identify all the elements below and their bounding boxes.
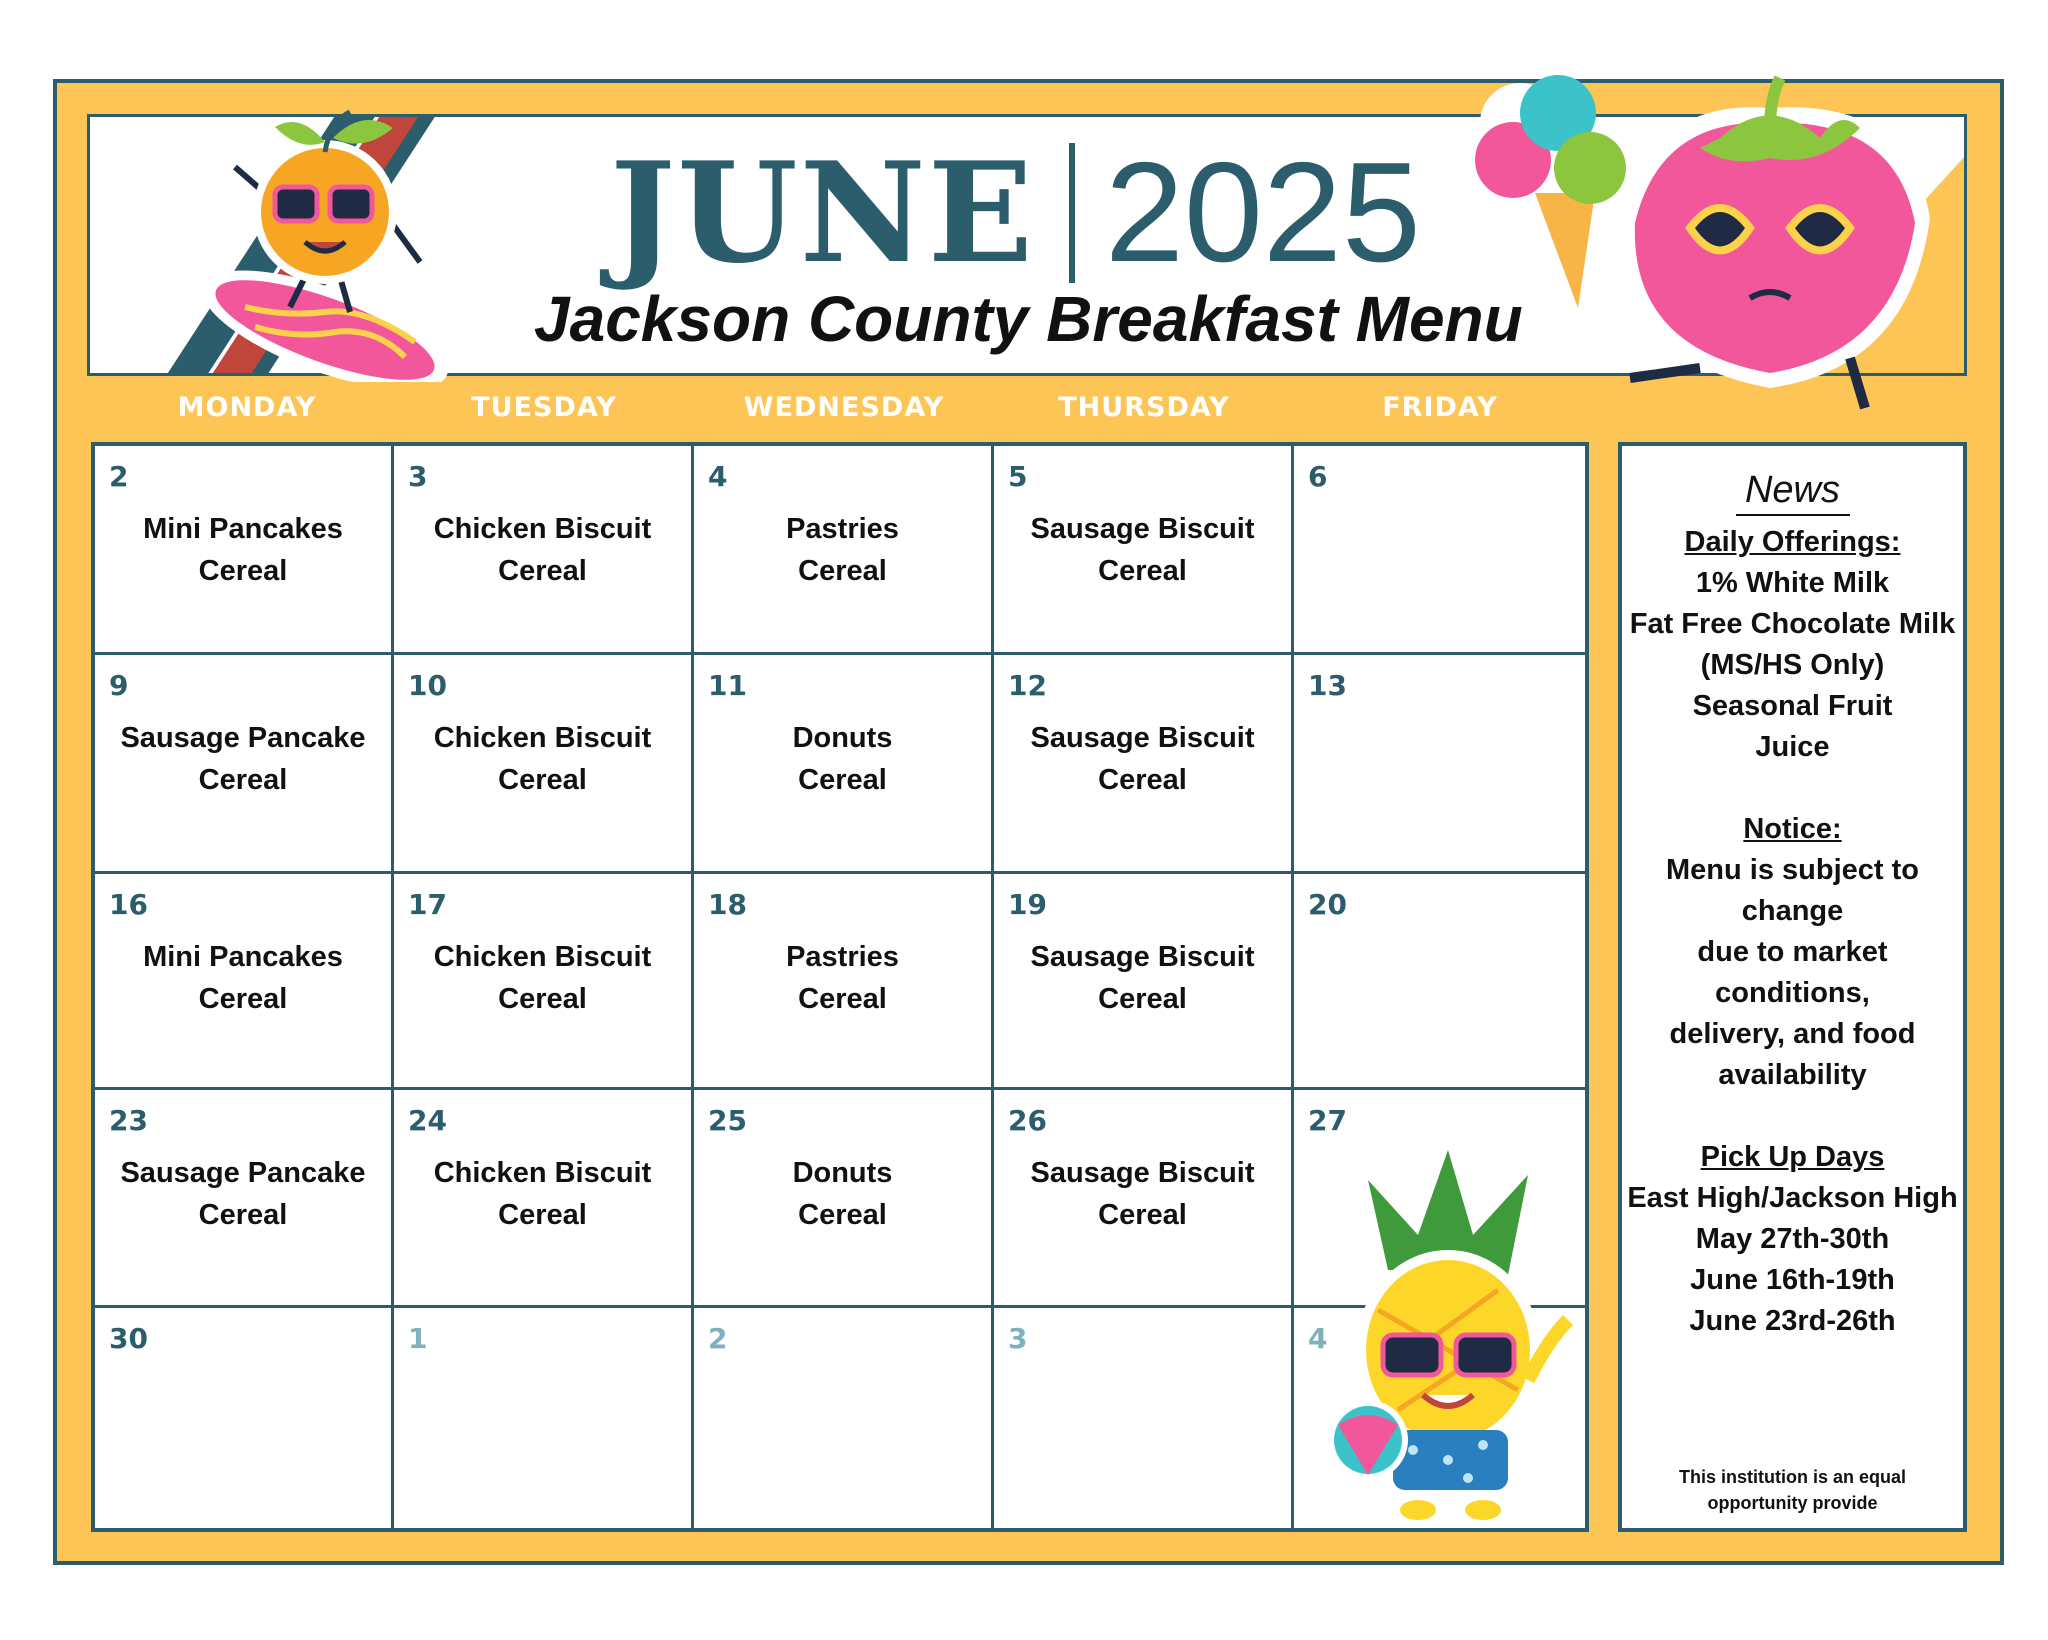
menu-items: [95, 717, 391, 801]
page-subtitle: Jackson County Breakfast Menu: [534, 283, 1523, 355]
calendar-day-cell: [95, 1308, 394, 1528]
day-number: 27: [1308, 1104, 1347, 1137]
daily-offering-item: 1% White Milk: [1695, 567, 1890, 599]
footer-line: opportunity provide: [1707, 1493, 1878, 1513]
notice-line: delivery, and food: [1669, 1018, 1916, 1050]
menu-items: [394, 717, 691, 801]
day-number: 12: [1008, 669, 1047, 702]
menu-items: [95, 1152, 391, 1236]
day-number: 26: [1008, 1104, 1047, 1137]
menu-item: Cereal: [1098, 764, 1187, 796]
calendar-day-cell: [694, 1308, 994, 1528]
day-number: 1: [408, 1322, 428, 1355]
day-number: 5: [1008, 460, 1028, 493]
daily-offerings-heading: Daily Offerings:: [1684, 526, 1901, 558]
weekday-label-monday: MONDAY: [177, 392, 317, 423]
menu-item: Chicken Biscuit: [433, 722, 652, 754]
menu-items: [994, 936, 1291, 1020]
title-month: JUNE: [610, 131, 1035, 294]
pickup-line: June 23rd-26th: [1689, 1305, 1896, 1337]
calendar-day-cell: [394, 874, 694, 1090]
day-number: 6: [1308, 460, 1328, 493]
menu-item: Mini Pancakes: [143, 513, 343, 545]
menu-items: [694, 717, 991, 801]
day-number: 18: [708, 888, 747, 921]
day-number: 20: [1308, 888, 1347, 921]
calendar-day-cell: [694, 655, 994, 874]
menu-item: Sausage Pancake: [120, 722, 366, 754]
calendar-day-cell: [694, 1090, 994, 1308]
weekday-label-tuesday: TUESDAY: [471, 392, 617, 423]
calendar-day-cell: [994, 655, 1294, 874]
menu-item: Pastries: [786, 513, 899, 545]
day-number: 23: [109, 1104, 148, 1137]
day-number: 24: [408, 1104, 447, 1137]
news-title-rule: [1736, 514, 1850, 516]
menu-items: [95, 936, 391, 1020]
menu-items: [694, 1152, 991, 1236]
day-number: 4: [708, 460, 728, 493]
menu-items: [95, 508, 391, 592]
menu-item: Sausage Biscuit: [1030, 513, 1255, 545]
menu-item: Cereal: [1098, 1199, 1187, 1231]
menu-item: Cereal: [498, 764, 587, 796]
notice-line: due to market conditions,: [1697, 936, 1888, 1009]
calendar-day-cell: [994, 446, 1294, 655]
day-number: 13: [1308, 669, 1347, 702]
menu-items: [394, 1152, 691, 1236]
menu-item: Sausage Biscuit: [1030, 941, 1255, 973]
menu-item: Mini Pancakes: [143, 941, 343, 973]
menu-item: Cereal: [798, 983, 887, 1015]
calendar-day-cell: [1294, 655, 1585, 874]
calendar-day-cell: [1294, 874, 1585, 1090]
day-number: 4: [1308, 1322, 1328, 1355]
menu-item: Cereal: [1098, 983, 1187, 1015]
weekday-label-wednesday: WEDNESDAY: [743, 392, 945, 423]
menu-item: Cereal: [198, 555, 288, 587]
ice-cream-cone-icon: [1475, 75, 1626, 318]
notice-line: availability: [1718, 1059, 1867, 1091]
menu-items: [394, 936, 691, 1020]
menu-item: Donuts: [792, 722, 893, 754]
menu-item: Cereal: [198, 1199, 288, 1231]
calendar-day-cell: [95, 446, 394, 655]
menu-item: Cereal: [798, 555, 887, 587]
equal-opportunity-statement: [1622, 1464, 1963, 1516]
menu-item: Pastries: [786, 941, 899, 973]
day-number: 9: [109, 669, 129, 702]
weekday-label-friday: FRIDAY: [1382, 392, 1498, 423]
calendar-day-cell: [994, 874, 1294, 1090]
daily-offering-item: Fat Free Chocolate Milk: [1629, 608, 1956, 640]
menu-item: Donuts: [792, 1157, 893, 1189]
menu-item: Cereal: [1098, 555, 1187, 587]
news-title: News: [1744, 469, 1841, 511]
menu-item: Cereal: [198, 764, 288, 796]
menu-items: [994, 1152, 1291, 1236]
day-number: 16: [109, 888, 148, 921]
day-number: 2: [109, 460, 129, 493]
strawberry-sunglasses-icon: [1430, 68, 2030, 428]
menu-item: Cereal: [798, 1199, 887, 1231]
day-number: 17: [408, 888, 447, 921]
day-number: 3: [408, 460, 428, 493]
calendar-day-cell: [394, 446, 694, 655]
orange-surfer-icon: [175, 82, 465, 382]
menu-item: Chicken Biscuit: [433, 941, 652, 973]
calendar-day-cell: [694, 874, 994, 1090]
calendar-day-cell: [394, 1090, 694, 1308]
pickup-days-heading: Pick Up Days: [1700, 1141, 1885, 1173]
footer-line: This institution is an equal: [1678, 1467, 1906, 1487]
day-number: 19: [1008, 888, 1047, 921]
calendar-day-cell: [694, 446, 994, 655]
calendar-day-cell: [994, 1090, 1294, 1308]
notice-line: Menu is subject to change: [1666, 854, 1919, 927]
day-number: 3: [1008, 1322, 1028, 1355]
menu-item: Cereal: [498, 1199, 587, 1231]
day-number: 25: [708, 1104, 747, 1137]
menu-item: Sausage Pancake: [120, 1157, 366, 1189]
day-number: 10: [408, 669, 447, 702]
menu-item: Chicken Biscuit: [433, 1157, 652, 1189]
day-number: 2: [708, 1322, 728, 1355]
menu-item: Cereal: [498, 555, 587, 587]
weekday-label-thursday: THURSDAY: [1058, 392, 1230, 423]
day-number: 11: [708, 669, 747, 702]
pickup-line: June 16th-19th: [1690, 1264, 1895, 1296]
menu-item: Cereal: [798, 764, 887, 796]
menu-items: [694, 936, 991, 1020]
calendar-day-cell: [1294, 446, 1585, 655]
day-number: 30: [109, 1322, 148, 1355]
menu-item: Sausage Biscuit: [1030, 722, 1255, 754]
pickup-line: May 27th-30th: [1695, 1223, 1890, 1255]
menu-item: Chicken Biscuit: [433, 513, 652, 545]
daily-offering-item: Seasonal Fruit: [1692, 690, 1893, 722]
calendar-day-cell: [95, 655, 394, 874]
daily-offering-item: Juice: [1755, 731, 1830, 763]
menu-item: Cereal: [498, 983, 587, 1015]
menu-items: [394, 508, 691, 592]
notice-heading: Notice:: [1743, 813, 1842, 845]
calendar-day-cell: [394, 655, 694, 874]
calendar-day-cell: [95, 874, 394, 1090]
daily-offering-item: (MS/HS Only): [1700, 649, 1885, 681]
pineapple-beach-ball-icon: [1298, 1140, 1598, 1545]
title-divider: [1069, 143, 1075, 283]
title-year: 2025: [1104, 133, 1421, 292]
menu-item: Cereal: [198, 983, 288, 1015]
calendar-day-cell: [994, 1308, 1294, 1528]
menu-item: Sausage Biscuit: [1030, 1157, 1255, 1189]
pickup-line: East High/Jackson High: [1627, 1182, 1958, 1214]
calendar-day-cell: [394, 1308, 694, 1528]
page-title: [610, 131, 1421, 294]
menu-items: [694, 508, 991, 592]
menu-items: [994, 717, 1291, 801]
menu-items: [994, 508, 1291, 592]
calendar-day-cell: [95, 1090, 394, 1308]
news-panel: [1618, 442, 1967, 1532]
